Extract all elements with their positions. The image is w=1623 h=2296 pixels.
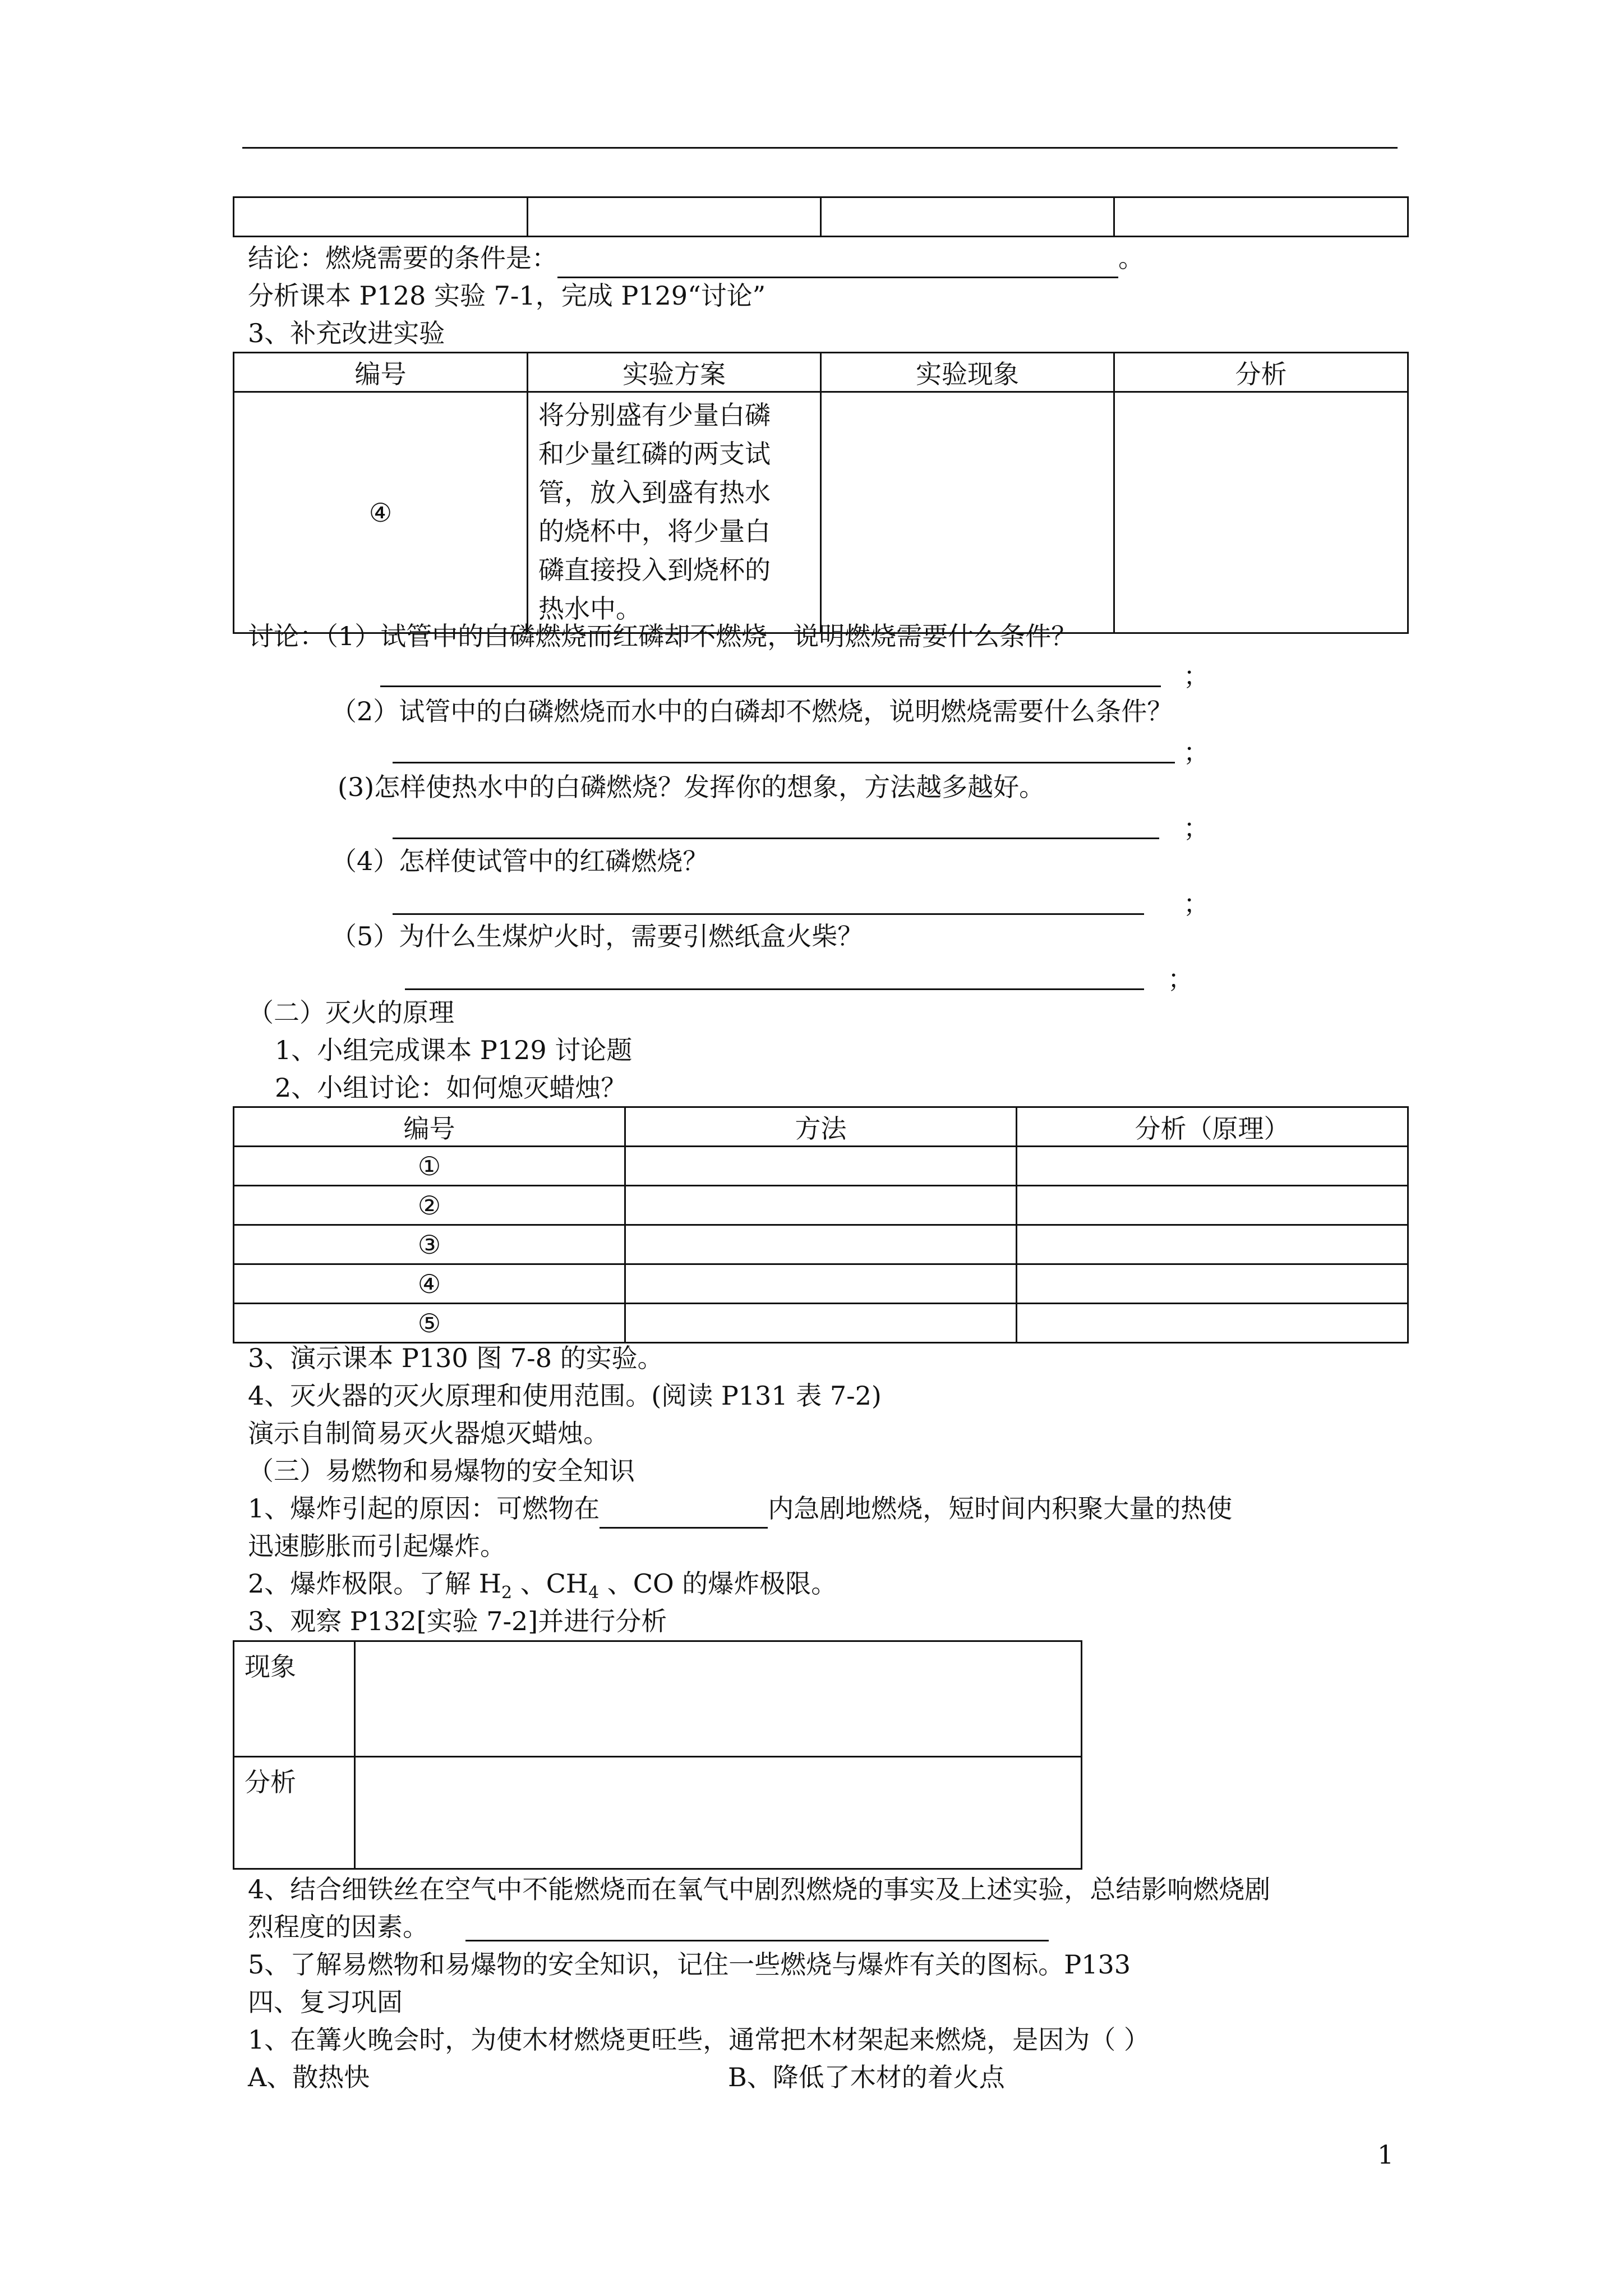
header-method: 方法 bbox=[625, 1107, 1017, 1147]
analysis-cell[interactable] bbox=[1114, 392, 1408, 633]
item1-blank[interactable] bbox=[600, 1490, 768, 1529]
experiment-table bbox=[233, 352, 1409, 634]
semicolon: ； bbox=[1183, 737, 1209, 767]
header-plan: 实验方案 bbox=[528, 353, 821, 392]
header-phenomenon: 实验现象 bbox=[821, 353, 1114, 392]
header-principle: 分析（原理） bbox=[1017, 1107, 1408, 1147]
label-analysis: 分析 bbox=[234, 1757, 355, 1869]
phenomenon-cell[interactable] bbox=[821, 392, 1114, 633]
discussion-q1: 讨论：（1）试管中的白磷燃烧而红磷却不燃烧，说明燃烧需要什么条件？ bbox=[248, 621, 1077, 651]
row-id: ② bbox=[234, 1186, 625, 1225]
conclusion-blank[interactable] bbox=[557, 240, 1118, 278]
row-id: ③ bbox=[234, 1225, 625, 1264]
answer-line-q1[interactable] bbox=[380, 685, 1161, 687]
part2-item1: 1、小组完成课本 P129 讨论题 bbox=[275, 1035, 633, 1065]
h2-subscript: 2 bbox=[501, 1583, 513, 1603]
item2-mid: 、CH bbox=[512, 1568, 589, 1599]
header-analysis: 分析 bbox=[1114, 353, 1408, 392]
part3-title: （三）易燃物和易爆物的安全知识 bbox=[248, 1456, 635, 1486]
semicolon: ； bbox=[1183, 813, 1209, 843]
part3-item1-cont: 迅速膨胀而引起爆炸。 bbox=[248, 1531, 506, 1561]
closing-item5: 5、了解易燃物和易爆物的安全知识，记住一些燃烧与爆炸有关的图标。P133 bbox=[248, 1949, 1131, 1980]
candle-table bbox=[233, 1106, 1409, 1343]
ch4-subscript: 4 bbox=[588, 1583, 600, 1603]
method-cell[interactable] bbox=[625, 1147, 1017, 1186]
page-number: 1 bbox=[1377, 2139, 1394, 2170]
item4-text-b: 烈程度的因素。 bbox=[248, 1912, 428, 1942]
extinguisher-item4: 4、灭火器的灭火原理和使用范围。(阅读 P131 表 7-2) bbox=[248, 1381, 882, 1411]
principle-cell[interactable] bbox=[1017, 1264, 1408, 1304]
part4-title: 四、复习巩固 bbox=[248, 1987, 403, 2017]
discussion-q5: （5）为什么生煤炉火时，需要引燃纸盒火柴？ bbox=[331, 921, 864, 951]
review-q1: 1、在篝火晚会时，为使木材燃烧更旺些，通常把木材架起来燃烧，是因为（ ） bbox=[248, 2024, 1150, 2055]
conclusion-end: 。 bbox=[1118, 243, 1144, 273]
answer-line-q4[interactable] bbox=[393, 913, 1144, 915]
principle-cell[interactable] bbox=[1017, 1186, 1408, 1225]
part3-item1 bbox=[248, 1490, 1232, 1529]
plan-line: 将分别盛有少量白磷 bbox=[538, 400, 771, 430]
principle-cell[interactable] bbox=[1017, 1147, 1408, 1186]
option-b[interactable]: B、降低了木材的着火点 bbox=[728, 2062, 1005, 2092]
top-table-fragment bbox=[233, 196, 1409, 237]
row-id: ④ bbox=[234, 392, 528, 633]
demo-extinguisher: 演示自制简易灭火器熄灭蜡烛。 bbox=[248, 1418, 609, 1448]
conclusion-line bbox=[248, 240, 1144, 278]
plan-line: 和少量红磷的两支试 bbox=[538, 439, 771, 469]
answer-line-q2[interactable] bbox=[393, 762, 1175, 763]
closing-item4: 4、结合细铁丝在空气中不能燃烧而在氧气中剧烈燃烧的事实及上述实验，总结影响燃烧剧 bbox=[248, 1874, 1271, 1904]
part2-item2: 2、小组讨论：如何熄灭蜡烛？ bbox=[275, 1073, 627, 1103]
plan-line: 管，放入到盛有热水 bbox=[538, 477, 771, 508]
empty-cell bbox=[1114, 197, 1408, 237]
principle-cell[interactable] bbox=[1017, 1225, 1408, 1264]
item1-text-b: 内急剧地燃烧，短时间内积聚大量的热使 bbox=[768, 1493, 1233, 1524]
method-cell[interactable] bbox=[625, 1225, 1017, 1264]
answer-line-q3[interactable] bbox=[393, 838, 1159, 839]
item2-suffix: 、CO 的爆炸极限。 bbox=[599, 1568, 837, 1599]
item1-text-a: 1、爆炸引起的原因：可燃物在 bbox=[248, 1493, 600, 1524]
option-a[interactable]: A、散热快 bbox=[248, 2062, 370, 2092]
empty-cell bbox=[821, 197, 1114, 237]
method-cell[interactable] bbox=[625, 1264, 1017, 1304]
conclusion-text: 结论：燃烧需要的条件是： bbox=[248, 243, 557, 273]
item2-prefix: 2、爆炸极限。了解 H bbox=[248, 1568, 502, 1599]
phenomenon-answer[interactable] bbox=[355, 1641, 1082, 1757]
demo-item3: 3、演示课本 P130 图 7-8 的实验。 bbox=[248, 1343, 663, 1373]
label-phenomenon: 现象 bbox=[234, 1641, 355, 1757]
semicolon: ； bbox=[1168, 964, 1193, 994]
section3-title: 3、补充改进实验 bbox=[248, 318, 445, 348]
row-id: ⑤ bbox=[234, 1304, 625, 1343]
semicolon: ； bbox=[1183, 661, 1209, 691]
header-id: 编号 bbox=[234, 353, 528, 392]
answer-line-item4[interactable] bbox=[465, 1940, 1049, 1941]
method-cell[interactable] bbox=[625, 1304, 1017, 1343]
observation-table bbox=[233, 1640, 1082, 1870]
plan-line: 的烧杯中，将少量白 bbox=[538, 516, 771, 546]
plan-cell bbox=[528, 392, 821, 633]
empty-cell bbox=[528, 197, 821, 237]
discussion-q3: (3)怎样使热水中的白磷燃烧？发挥你的想象，方法越多越好。 bbox=[338, 772, 1045, 802]
part3-item3: 3、观察 P132[实验 7-2]并进行分析 bbox=[248, 1606, 667, 1636]
principle-cell[interactable] bbox=[1017, 1304, 1408, 1343]
row-id: ④ bbox=[234, 1264, 625, 1304]
part2-title: （二）灭火的原理 bbox=[248, 997, 454, 1028]
plan-line: 热水中。 bbox=[538, 593, 642, 624]
analysis-answer[interactable] bbox=[355, 1757, 1082, 1869]
analysis-note: 分析课本 P128 实验 7-1，完成 P129“讨论” bbox=[248, 280, 766, 311]
row-id: ① bbox=[234, 1147, 625, 1186]
header-id: 编号 bbox=[234, 1107, 625, 1147]
plan-line: 磷直接投入到烧杯的 bbox=[538, 555, 771, 585]
answer-line-q5[interactable] bbox=[405, 988, 1144, 990]
header-rule bbox=[242, 147, 1398, 149]
empty-cell bbox=[234, 197, 528, 237]
semicolon: ； bbox=[1183, 889, 1209, 919]
closing-item4-cont bbox=[248, 1908, 428, 1945]
discussion-q4: （4）怎样使试管中的红磷燃烧？ bbox=[331, 846, 709, 876]
discussion-q2: （2）试管中的白磷燃烧而水中的白磷却不燃烧，说明燃烧需要什么条件？ bbox=[331, 696, 1173, 726]
method-cell[interactable] bbox=[625, 1186, 1017, 1225]
